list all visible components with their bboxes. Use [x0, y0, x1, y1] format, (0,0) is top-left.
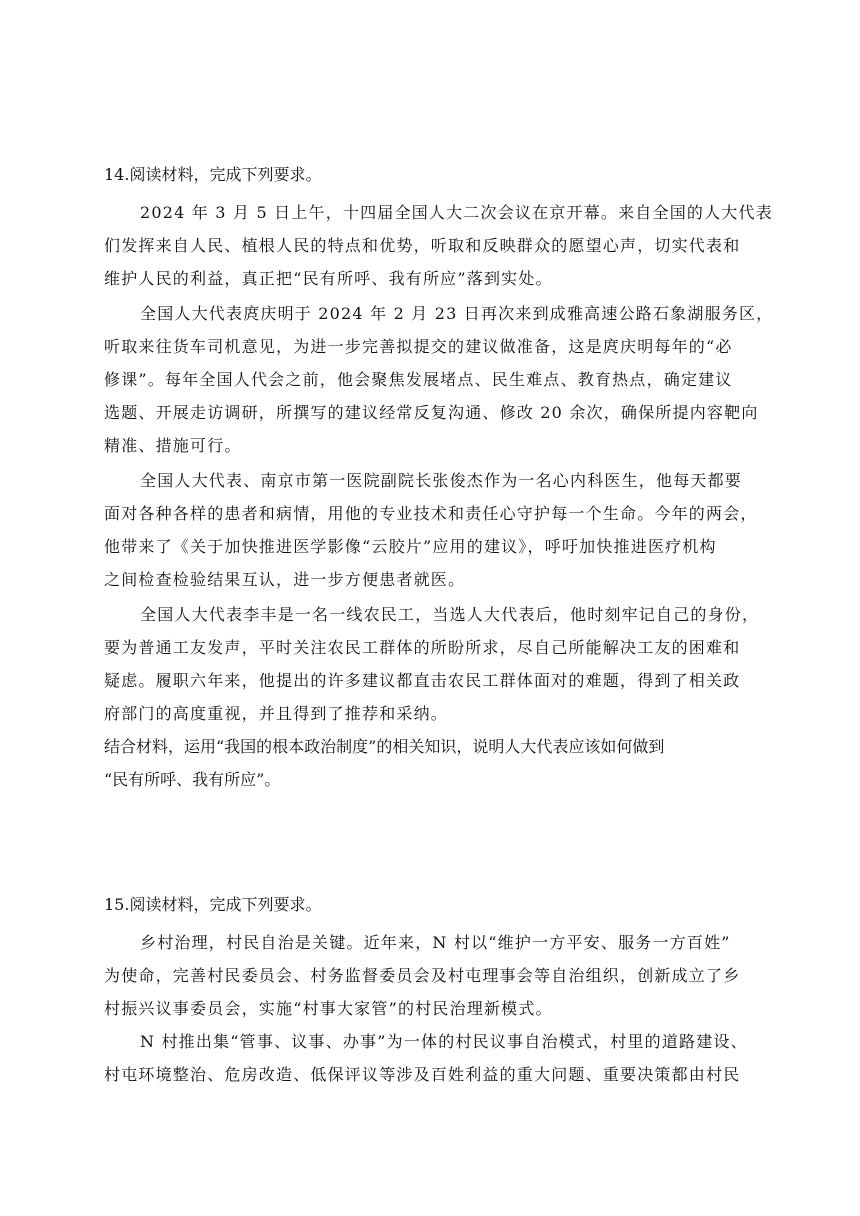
q14-p2-line: 全国人大代表庹庆明于 2024 年 2 月 23 日再次来到成雅高速公路石象湖服务区， — [140, 304, 774, 323]
q15-p2-line: N 村推出集“管事、议事、办事”为一体的村民议事自治模式，村里的道路建设、 — [140, 1032, 748, 1051]
q14-p1-line: 们发挥来自人民、植根人民的特点和优势，听取和反映群众的愿望心声，切实代表和 — [104, 236, 741, 255]
q14-p3-line: 他带来了《关于加快推进医学影像“云胶片”应用的建议》，呼吁加快推进医疗机构 — [104, 537, 717, 556]
q14-p4-line: 疑虑。履职六年来，他提出的许多建议都直击农民工群体面对的难题，得到了相关政 — [104, 671, 741, 690]
q14-p3-line: 全国人大代表、南京市第一医院副院长张俊杰作为一名心内科医生，他每天都要 — [140, 471, 743, 490]
q14-p3-line: 面对各种各样的患者和病情，用他的专业技术和责任心守护每一个生命。今年的两会， — [104, 504, 758, 523]
q15-p2-line: 村屯环境整治、危房改造、低保评议等涉及百姓利益的重大问题、重要决策都由村民 — [104, 1065, 741, 1084]
q14-p2-line: 选题、开展走访调研，所撰写的建议经常反复沟通、修改 20 余次，确保所提内容靶向 — [104, 403, 759, 422]
q14-p2-line: 修课”。每年全国人代会之前，他会聚焦发展堵点、民生难点、教育热点，确定建议 — [104, 370, 733, 389]
q14-p4-line: 府部门的高度重视，并且得到了推荐和采纳。 — [104, 704, 449, 723]
q15-p1-line: 乡村治理，村民自治是关键。近年来，N 村以“维护一方平安、服务一方百姓” — [140, 933, 731, 952]
q14-p4-line: 全国人大代表李丰是一名一线农民工，当选人大代表后，他时刻牢记自己的身份， — [140, 605, 760, 624]
q14-question-line: “民有所呼、我有所应”。 — [104, 770, 281, 789]
q15-p1-line: 为使命，完善村民委员会、村务监督委员会及村屯理事会等自治组织，创新成立了乡 — [104, 966, 741, 985]
q15-heading: 15.阅读材料，完成下列要求。 — [104, 895, 322, 914]
q14-p2-line: 精准、措施可行。 — [104, 436, 242, 455]
q14-p1-line: 维护人民的利益，真正把“民有所呼、我有所应”落到实处。 — [104, 269, 553, 288]
q14-question-line: 结合材料，运用“我国的根本政治制度”的相关知识，说明人大代表应该如何做到 — [104, 737, 665, 756]
q14-p1-line: 2024 年 3 月 5 日上午，十四届全国人大二次会议在京开幕。来自全国的人大代表 — [140, 203, 773, 222]
q14-heading: 14.阅读材料，完成下列要求。 — [104, 165, 322, 184]
q14-p3-line: 之间检查检验结果互认，进一步方便患者就医。 — [104, 570, 466, 589]
q15-p1-line: 村振兴议事委员会，实施“村事大家管”的村民治理新模式。 — [104, 999, 553, 1018]
q14-p4-line: 要为普通工友发声，平时关注农民工群体的所盼所求，尽自己所能解决工友的困难和 — [104, 638, 741, 657]
q14-p2-line: 听取来往货车司机意见，为进一步完善拟提交的建议做准备，这是庹庆明每年的“必 — [104, 337, 733, 356]
